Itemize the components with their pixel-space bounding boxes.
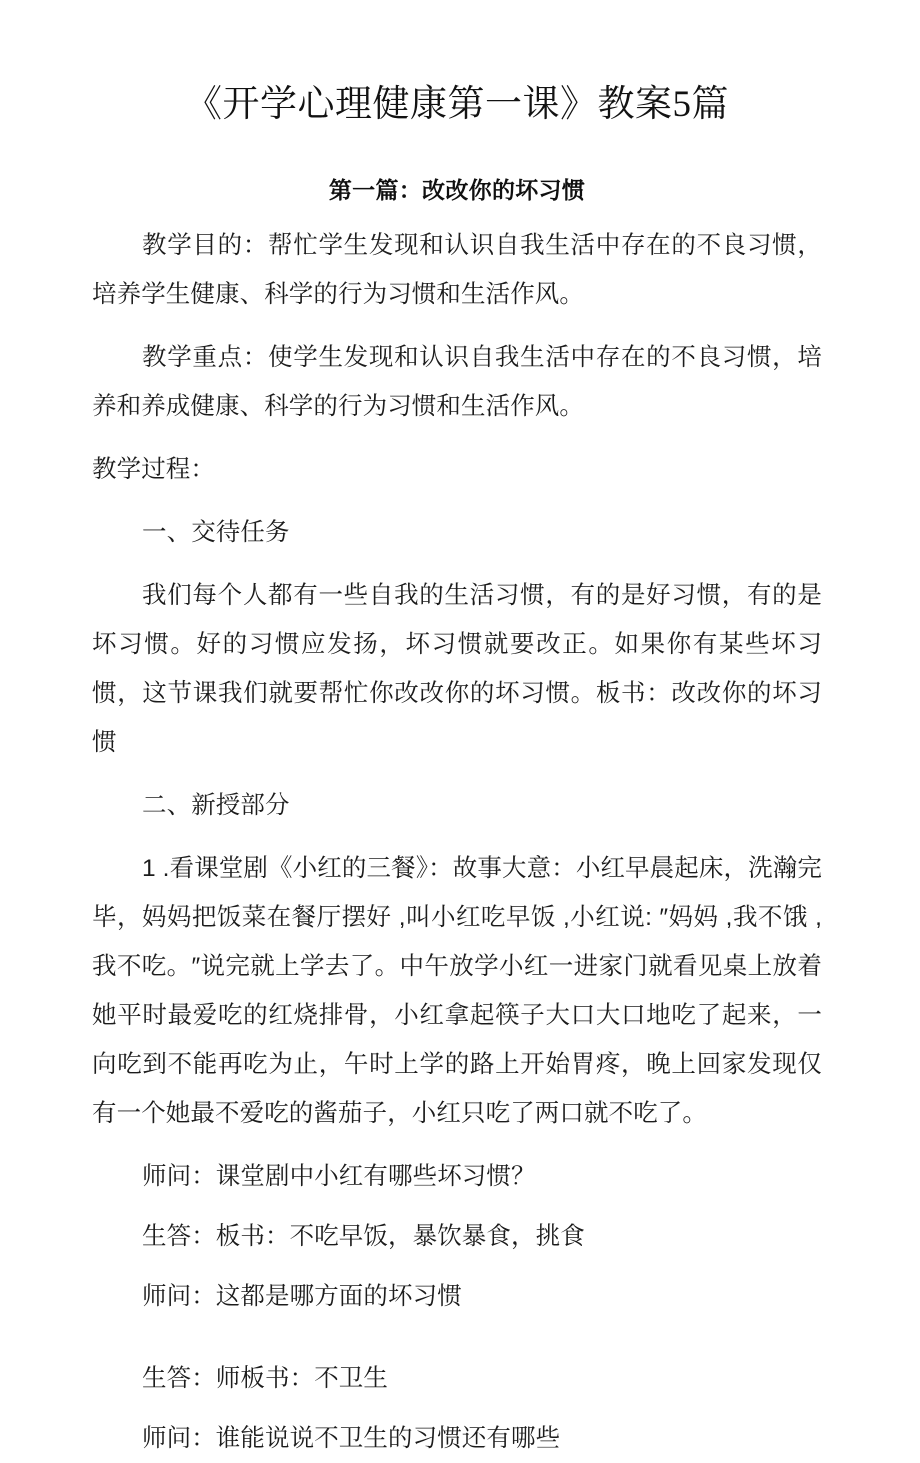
spacer [92, 1403, 822, 1414]
section-subtitle: 第一篇：改改你的坏习惯 [328, 177, 586, 204]
spacer [92, 494, 822, 508]
paragraph-qa-1-answer: 生答：板书：不吃早饭，暴饮暴食，挑食 [142, 1223, 585, 1251]
spacer [92, 1138, 822, 1152]
spacer [92, 557, 822, 571]
heading-step-two: 二、新授部分 [142, 792, 290, 820]
spacer [92, 1321, 822, 1354]
paragraph-qa-1-question: 师问：课堂剧中小红有哪些坏习惯？ [142, 1163, 536, 1191]
paragraph-qa-2-answer: 生答：师板书：不卫生 [142, 1365, 388, 1393]
spacer [92, 319, 822, 333]
spacer [92, 207, 822, 221]
heading-step-one: 一、交待任务 [142, 519, 290, 547]
spacer [92, 1261, 822, 1272]
paragraph-qa-2-question: 师问：这都是哪方面的坏习惯 [142, 1283, 462, 1311]
paragraph-story-item: 1 .看课堂剧《小红的三餐》：故事大意：小红早晨起床，洗瀚完毕，妈妈把饭菜在餐厅摆好 ,叫小红吃早饭 ,小红说: ″妈妈 ,我不饿 ,我不吃。″说完就上学去了。中午放学小红一进家门就看见桌上放着她平时最爱吃的红烧排骨，小红拿起筷子大口大口地吃了起来，一向吃到不能再吃为止，午时上学的路上开始胃疼，晚上回家发现仅有一个她最不爱吃的酱茄子，小红只吃了两口就不吃了。 [92, 855, 822, 1128]
spacer [92, 431, 822, 445]
page-title: 《开学心理健康第一课》教案5篇 [185, 84, 729, 125]
paragraph-teaching-process-label: 教学过程： [92, 456, 215, 484]
spacer [92, 830, 822, 844]
document-content [92, 0, 822, 1463]
paragraph-teaching-purpose: 教学目的：帮忙学生发现和认识自我生活中存在的不良习惯，培养学生健康、科学的行为习惯和生活作风。 [92, 232, 822, 309]
paragraph-qa-3-question: 师问：谁能说说不卫生的习惯还有哪些 [142, 1425, 561, 1453]
paragraph-teaching-focus: 教学重点：使学生发现和认识自我生活中存在的不良习惯，培养和养成健康、科学的行为习惯和生活作风。 [92, 344, 822, 421]
paragraph-step-one-body: 我们每个人都有一些自我的生活习惯，有的是好习惯，有的是坏习惯。好的习惯应发扬，坏习惯就要改正。如果你有某些坏习惯，这节课我们就要帮忙你改改你的坏习惯。板书：改改你的坏习惯 [92, 582, 822, 757]
spacer [92, 1201, 822, 1212]
spacer [92, 767, 822, 781]
